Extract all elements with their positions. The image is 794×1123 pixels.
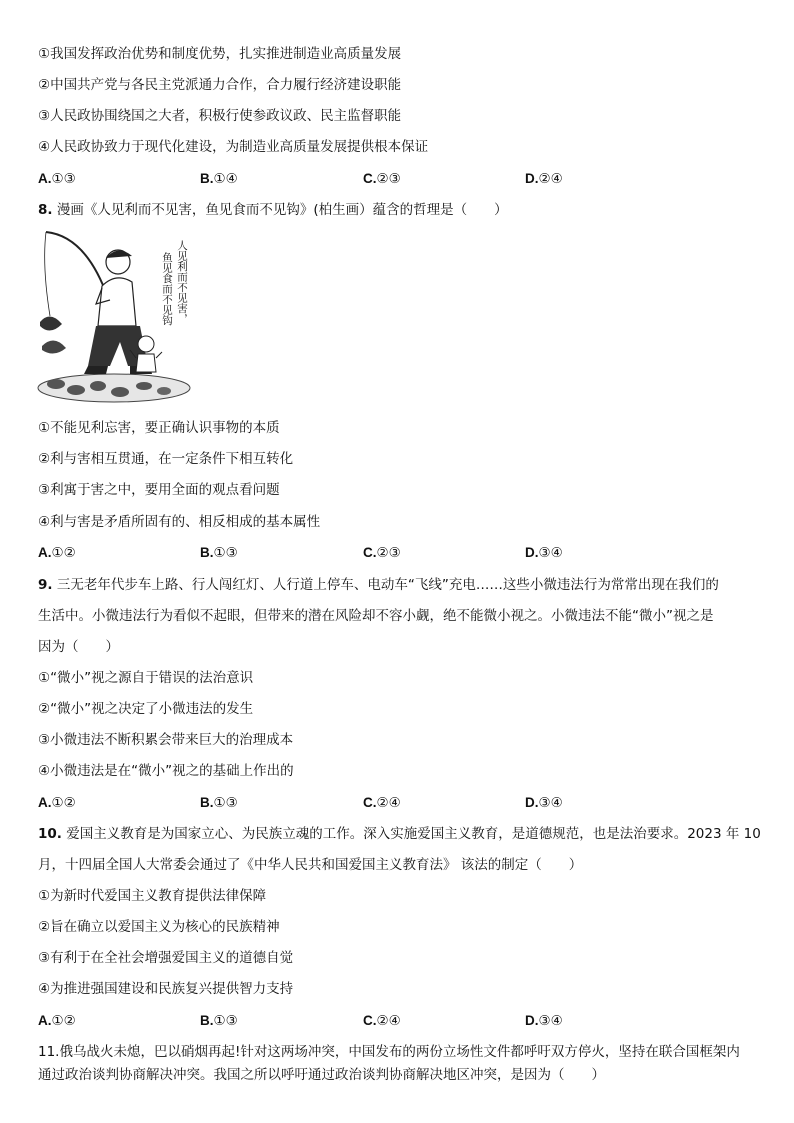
q7-option-a[interactable]: A.①③ — [38, 171, 76, 187]
q8-item-3: ③利寓于害之中，要用全面的观点看问题 — [38, 482, 280, 498]
q10-item-3: ③有利于在全社会增强爱国主义的道德自觉 — [38, 950, 294, 966]
q10-stem-line-1: 10. 爱国主义教育是为国家立心、为民族立魂的工作。深入实施爱国主义教育，是道德规范，也是法治要求。2023 年 10 — [38, 826, 761, 842]
q9-item-2: ②“微小”视之决定了小微违法的发生 — [38, 701, 254, 717]
q7-option-c[interactable]: C.②③ — [363, 171, 401, 187]
q8-option-b[interactable]: B.①③ — [200, 545, 238, 561]
q7-option-d[interactable]: D.②④ — [525, 171, 563, 187]
q8-option-c[interactable]: C.②③ — [363, 545, 401, 561]
q7-options — [38, 170, 758, 188]
q8-option-a[interactable]: A.①② — [38, 545, 76, 561]
q10-stem-line-2: 月，十四届全国人大常委会通过了《中华人民共和国爱国主义教育法》 该法的制定（ ） — [38, 857, 583, 873]
q7-option-b[interactable]: B.①④ — [200, 171, 238, 187]
q10-option-d[interactable]: D.③④ — [525, 1013, 563, 1029]
q7-item-1: ①我国发挥政治优势和制度优势，扎实推进制造业高质量发展 — [38, 46, 402, 62]
q9-stem-line-1: 9. 三无老年代步车上路、行人闯红灯、人行道上停车、电动车“飞线”充电……这些小微违法行为常常出现在我们的 — [38, 577, 719, 593]
q8-stem-text: 漫画《人见利而不见害，鱼见食而不见钩》(柏生画）蕴含的哲理是（ ） — [56, 202, 508, 218]
q10-option-a[interactable]: A.①② — [38, 1013, 76, 1029]
q10-item-1: ①为新时代爱国主义教育提供法律保障 — [38, 888, 267, 904]
q10-item-4: ④为推进强国建设和民族复兴提供智力支持 — [38, 981, 294, 997]
q8-number: 8. — [38, 202, 53, 218]
q7-item-3: ③人民政协围绕国之大者，积极行使参政议政、民主监督职能 — [38, 108, 402, 124]
q11-stem-line-1: 11.俄乌战火未熄，巴以硝烟再起!针对这两场冲突，中国发布的两份立场性文件都呼吁双方停火，坚持在联合国框架内 — [38, 1044, 740, 1060]
q9-stem-line-3: 因为（ ） — [38, 639, 119, 655]
q10-option-b[interactable]: B.①③ — [200, 1013, 238, 1029]
q9-option-b[interactable]: B.①③ — [200, 795, 238, 811]
q10-option-c[interactable]: C.②④ — [363, 1013, 401, 1029]
q7-item-4: ④人民政协致力于现代化建设，为制造业高质量发展提供根本保证 — [38, 139, 429, 155]
q10-number: 10. — [38, 826, 62, 842]
q8-item-1: ①不能见利忘害，要正确认识事物的本质 — [38, 420, 280, 436]
q9-option-c[interactable]: C.②④ — [363, 795, 401, 811]
cartoon-caption-1: 人见利而不见害， — [176, 240, 188, 324]
fishing-cartoon-image — [36, 226, 196, 406]
q11-stem-line-2: 通过政治谈判协商解决冲突。我国之所以呼吁通过政治谈判协商解决地区冲突，是因为（ ） — [38, 1067, 605, 1083]
q8-stem — [38, 201, 508, 219]
q9-option-d[interactable]: D.③④ — [525, 795, 563, 811]
q10-options — [38, 1012, 758, 1030]
cartoon-caption-2: 鱼见食而不见钩 — [161, 252, 173, 326]
q8-options — [38, 544, 758, 562]
q8-item-4: ④利与害是矛盾所固有的、相反相成的基本属性 — [38, 514, 321, 530]
q9-item-1: ①“微小”视之源自于错误的法治意识 — [38, 670, 254, 686]
q9-item-3: ③小微违法不断积累会带来巨大的治理成本 — [38, 732, 294, 748]
q7-item-2: ②中国共产党与各民主党派通力合作，合力履行经济建设职能 — [38, 77, 402, 93]
q9-item-4: ④小微违法是在“微小”视之的基础上作出的 — [38, 763, 294, 779]
q9-number: 9. — [38, 577, 53, 593]
q10-item-2: ②旨在确立以爱国主义为核心的民族精神 — [38, 919, 280, 935]
q9-options — [38, 794, 758, 812]
q9-stem-line-2: 生活中。小微违法行为看似不起眼，但带来的潜在风险却不容小觑，绝不能微小视之。小微违法不能“微小”视之是 — [38, 608, 714, 624]
q8-item-2: ②利与害相互贯通，在一定条件下相互转化 — [38, 451, 294, 467]
q8-option-d[interactable]: D.③④ — [525, 545, 563, 561]
q9-option-a[interactable]: A.①② — [38, 795, 76, 811]
